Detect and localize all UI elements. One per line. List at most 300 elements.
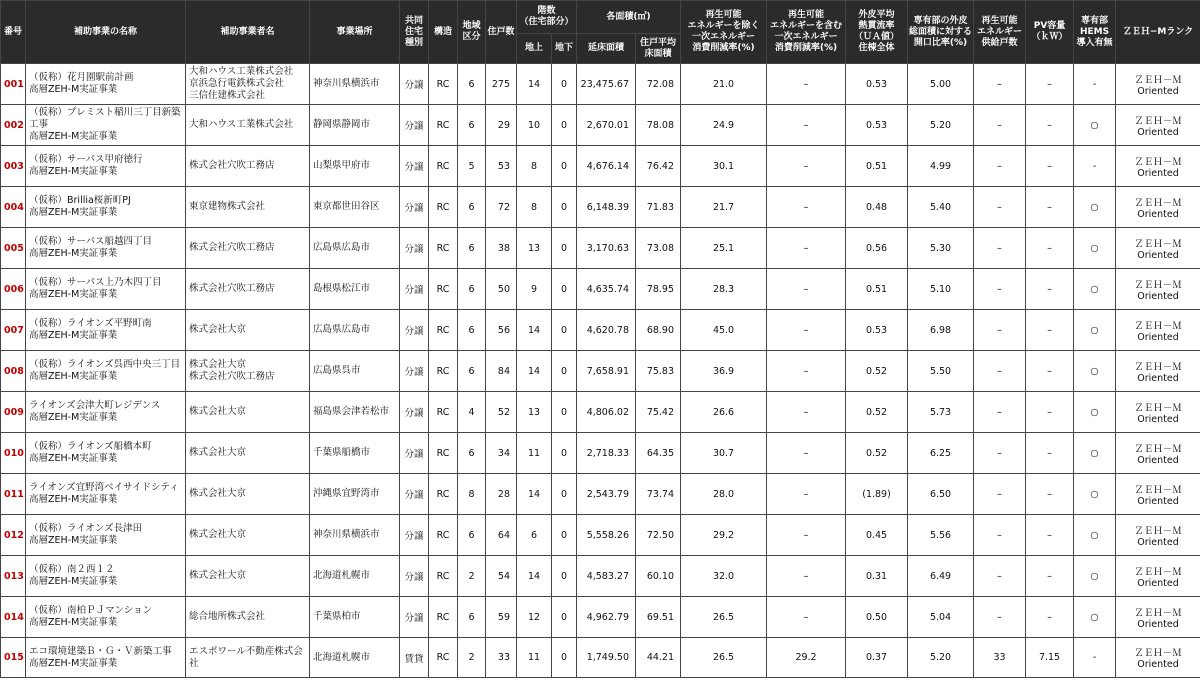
- cell-total-floor-area: 4,635.74: [577, 269, 636, 310]
- cell-floors-above: 8: [517, 187, 552, 228]
- cell-opening-ratio: 6.25: [908, 433, 974, 474]
- cell-opening-ratio: 4.99: [908, 146, 974, 187]
- cell-project-name: （仮称）プレミスト稲川三丁目新築工事 高層ZEH-M実証事業: [26, 105, 186, 146]
- cell-zeh-rank: ＺＥＨ－Ｍ Oriented: [1116, 433, 1200, 474]
- header-re-units: 再生可能 エネルギー 供給戸数: [974, 1, 1026, 64]
- cell-row-number: 011: [1, 474, 26, 515]
- cell-housing-type: 分譲: [400, 433, 429, 474]
- cell-reduction-excl: 45.0: [681, 310, 767, 351]
- cell-ua-value: 0.51: [846, 146, 908, 187]
- cell-floors-below: 0: [552, 187, 577, 228]
- table-row: [1, 515, 1200, 556]
- cell-total-floor-area: 7,658.91: [577, 351, 636, 392]
- cell-project-name: （仮称）南柏ＰＪマンション 高層ZEH-M実証事業: [26, 597, 186, 638]
- cell-project-location: 千葉県柏市: [310, 597, 400, 638]
- header-ua: 外皮平均 熱貫流率 （ＵＡ値） 住棟全体: [846, 1, 908, 64]
- cell-floors-above: 11: [517, 638, 552, 678]
- cell-avg-unit-area: 75.83: [636, 351, 681, 392]
- cell-unit-count: 64: [486, 515, 517, 556]
- cell-region-class: 8: [458, 474, 486, 515]
- cell-avg-unit-area: 60.10: [636, 556, 681, 597]
- cell-reduction-incl: –: [767, 474, 846, 515]
- cell-total-floor-area: 5,558.26: [577, 515, 636, 556]
- cell-pv-capacity: –: [1026, 310, 1074, 351]
- cell-hems-installed: ○: [1074, 269, 1116, 310]
- cell-re-supply-units: –: [974, 64, 1026, 105]
- cell-operator-name: 株式会社大京: [186, 556, 310, 597]
- table-row: [1, 64, 1200, 105]
- cell-re-supply-units: –: [974, 187, 1026, 228]
- cell-project-location: 千葉県船橋市: [310, 433, 400, 474]
- cell-unit-count: 28: [486, 474, 517, 515]
- cell-unit-count: 59: [486, 597, 517, 638]
- cell-pv-capacity: –: [1026, 556, 1074, 597]
- cell-structure-type: RC: [429, 228, 458, 269]
- cell-floors-above: 9: [517, 269, 552, 310]
- cell-project-name: ライオンズ会津大町レジデンス 高層ZEH-M実証事業: [26, 392, 186, 433]
- cell-housing-type: 分譲: [400, 515, 429, 556]
- cell-structure-type: RC: [429, 146, 458, 187]
- cell-hems-installed: -: [1074, 638, 1116, 678]
- cell-zeh-rank: ＺＥＨ－Ｍ Oriented: [1116, 228, 1200, 269]
- cell-total-floor-area: 2,670.01: [577, 105, 636, 146]
- cell-project-name: （仮称）南２西１２ 高層ZEH-M実証事業: [26, 556, 186, 597]
- cell-project-name: エコ環境建築Ｂ・Ｇ・Ｖ新築工事 高層ZEH-M実証事業: [26, 638, 186, 678]
- cell-structure-type: RC: [429, 310, 458, 351]
- cell-avg-unit-area: 73.74: [636, 474, 681, 515]
- header-floors-below: 地下: [552, 34, 577, 64]
- cell-total-floor-area: 2,718.33: [577, 433, 636, 474]
- cell-project-name: （仮称）ライオンズ船橋本町 高層ZEH-M実証事業: [26, 433, 186, 474]
- cell-re-supply-units: –: [974, 146, 1026, 187]
- header-structure: 構造: [429, 1, 458, 64]
- cell-pv-capacity: –: [1026, 433, 1074, 474]
- cell-project-name: （仮称）サーパス船越四丁目 高層ZEH-M実証事業: [26, 228, 186, 269]
- cell-hems-installed: ○: [1074, 597, 1116, 638]
- cell-floors-above: 6: [517, 515, 552, 556]
- cell-row-number: 007: [1, 310, 26, 351]
- cell-structure-type: RC: [429, 269, 458, 310]
- table-row: [1, 351, 1200, 392]
- cell-reduction-incl: –: [767, 433, 846, 474]
- cell-opening-ratio: 5.04: [908, 597, 974, 638]
- cell-ua-value: 0.56: [846, 228, 908, 269]
- table-row: [1, 228, 1200, 269]
- cell-floors-below: 0: [552, 433, 577, 474]
- header-reduction-excl: 再生可能 エネルギーを除く 一次エネルギー 消費削減率(%): [681, 1, 767, 64]
- cell-region-class: 6: [458, 228, 486, 269]
- cell-total-floor-area: 3,170.63: [577, 228, 636, 269]
- cell-unit-count: 56: [486, 310, 517, 351]
- cell-reduction-excl: 28.3: [681, 269, 767, 310]
- cell-project-name: （仮称）ライオンズ長津田 高層ZEH-M実証事業: [26, 515, 186, 556]
- cell-project-name: ライオンズ宜野湾ベイサイドシティ 高層ZEH-M実証事業: [26, 474, 186, 515]
- cell-operator-name: 株式会社大京: [186, 515, 310, 556]
- cell-zeh-rank: ＺＥＨ－Ｍ Oriented: [1116, 638, 1200, 678]
- cell-row-number: 006: [1, 269, 26, 310]
- cell-floors-above: 14: [517, 64, 552, 105]
- cell-region-class: 6: [458, 105, 486, 146]
- cell-housing-type: 分譲: [400, 228, 429, 269]
- cell-reduction-excl: 21.0: [681, 64, 767, 105]
- cell-floors-below: 0: [552, 515, 577, 556]
- cell-housing-type: 分譲: [400, 105, 429, 146]
- cell-operator-name: 大和ハウス工業株式会社 京浜急行電鉄株式会社 三信住建株式会社: [186, 64, 310, 105]
- cell-project-location: 静岡県静岡市: [310, 105, 400, 146]
- cell-reduction-incl: –: [767, 351, 846, 392]
- cell-region-class: 6: [458, 351, 486, 392]
- cell-avg-unit-area: 73.08: [636, 228, 681, 269]
- cell-avg-unit-area: 68.90: [636, 310, 681, 351]
- cell-unit-count: 38: [486, 228, 517, 269]
- cell-floors-below: 0: [552, 392, 577, 433]
- table-body: [1, 64, 1200, 678]
- cell-project-location: 東京都世田谷区: [310, 187, 400, 228]
- cell-unit-count: 53: [486, 146, 517, 187]
- cell-structure-type: RC: [429, 638, 458, 678]
- cell-housing-type: 分譲: [400, 556, 429, 597]
- cell-unit-count: 275: [486, 64, 517, 105]
- cell-row-number: 012: [1, 515, 26, 556]
- cell-reduction-excl: 30.7: [681, 433, 767, 474]
- cell-hems-installed: ○: [1074, 474, 1116, 515]
- cell-reduction-incl: –: [767, 105, 846, 146]
- table-row: [1, 310, 1200, 351]
- cell-operator-name: 総合地所株式会社: [186, 597, 310, 638]
- cell-pv-capacity: –: [1026, 64, 1074, 105]
- cell-pv-capacity: –: [1026, 269, 1074, 310]
- cell-housing-type: 分譲: [400, 351, 429, 392]
- cell-reduction-incl: –: [767, 556, 846, 597]
- header-area-total: 延床面積: [577, 34, 636, 64]
- cell-ua-value: 0.45: [846, 515, 908, 556]
- cell-hems-installed: ○: [1074, 515, 1116, 556]
- cell-row-number: 003: [1, 146, 26, 187]
- header-floors: 階数 （住宅部分）: [517, 1, 577, 34]
- cell-opening-ratio: 5.20: [908, 638, 974, 678]
- cell-row-number: 014: [1, 597, 26, 638]
- cell-ua-value: 0.37: [846, 638, 908, 678]
- cell-floors-above: 13: [517, 228, 552, 269]
- cell-re-supply-units: –: [974, 474, 1026, 515]
- cell-avg-unit-area: 64.35: [636, 433, 681, 474]
- cell-ua-value: 0.48: [846, 187, 908, 228]
- cell-floors-above: 11: [517, 433, 552, 474]
- cell-project-location: 広島県広島市: [310, 228, 400, 269]
- cell-reduction-excl: 26.5: [681, 638, 767, 678]
- cell-structure-type: RC: [429, 187, 458, 228]
- header-area-avg: 住戸平均 床面積: [636, 34, 681, 64]
- cell-project-name: （仮称）ライオンズ呉西中央三丁目 高層ZEH-M実証事業: [26, 351, 186, 392]
- table-row: [1, 597, 1200, 638]
- cell-re-supply-units: –: [974, 392, 1026, 433]
- cell-reduction-excl: 21.7: [681, 187, 767, 228]
- cell-ua-value: 0.52: [846, 433, 908, 474]
- cell-re-supply-units: –: [974, 556, 1026, 597]
- cell-hems-installed: -: [1074, 146, 1116, 187]
- cell-ua-value: 0.51: [846, 269, 908, 310]
- header-units: 住戸数: [486, 1, 517, 64]
- cell-zeh-rank: ＺＥＨ－Ｍ Oriented: [1116, 105, 1200, 146]
- cell-unit-count: 52: [486, 392, 517, 433]
- cell-opening-ratio: 5.30: [908, 228, 974, 269]
- cell-unit-count: 72: [486, 187, 517, 228]
- cell-region-class: 6: [458, 269, 486, 310]
- cell-floors-above: 10: [517, 105, 552, 146]
- cell-unit-count: 54: [486, 556, 517, 597]
- cell-reduction-incl: –: [767, 310, 846, 351]
- cell-region-class: 6: [458, 515, 486, 556]
- cell-total-floor-area: 23,475.67: [577, 64, 636, 105]
- cell-floors-above: 8: [517, 146, 552, 187]
- cell-ua-value: 0.53: [846, 310, 908, 351]
- cell-pv-capacity: 7.15: [1026, 638, 1074, 678]
- cell-opening-ratio: 5.10: [908, 269, 974, 310]
- cell-structure-type: RC: [429, 474, 458, 515]
- cell-total-floor-area: 1,749.50: [577, 638, 636, 678]
- cell-reduction-incl: –: [767, 146, 846, 187]
- cell-opening-ratio: 5.56: [908, 515, 974, 556]
- header-rank: ＺＥＨ−Mランク: [1116, 1, 1200, 64]
- header-kind: 共同 住宅 種別: [400, 1, 429, 64]
- cell-structure-type: RC: [429, 515, 458, 556]
- cell-reduction-excl: 26.5: [681, 597, 767, 638]
- cell-reduction-incl: –: [767, 269, 846, 310]
- cell-reduction-excl: 26.6: [681, 392, 767, 433]
- cell-row-number: 008: [1, 351, 26, 392]
- cell-reduction-excl: 24.9: [681, 105, 767, 146]
- cell-unit-count: 34: [486, 433, 517, 474]
- cell-project-name: （仮称）Brillia桜新町PJ 高層ZEH-M実証事業: [26, 187, 186, 228]
- cell-row-number: 001: [1, 64, 26, 105]
- cell-floors-above: 12: [517, 597, 552, 638]
- cell-row-number: 005: [1, 228, 26, 269]
- cell-floors-below: 0: [552, 64, 577, 105]
- cell-housing-type: 分譲: [400, 187, 429, 228]
- header-location: 事業場所: [310, 1, 400, 64]
- cell-region-class: 6: [458, 597, 486, 638]
- cell-zeh-rank: ＺＥＨ－Ｍ Oriented: [1116, 515, 1200, 556]
- cell-row-number: 010: [1, 433, 26, 474]
- cell-operator-name: 株式会社大京: [186, 310, 310, 351]
- cell-operator-name: 株式会社穴吹工務店: [186, 146, 310, 187]
- cell-reduction-excl: 29.2: [681, 515, 767, 556]
- cell-avg-unit-area: 71.83: [636, 187, 681, 228]
- cell-project-location: 広島県広島市: [310, 310, 400, 351]
- cell-re-supply-units: –: [974, 351, 1026, 392]
- cell-pv-capacity: –: [1026, 474, 1074, 515]
- cell-region-class: 6: [458, 187, 486, 228]
- cell-ua-value: 0.50: [846, 597, 908, 638]
- cell-operator-name: エスポワール不動産株式会社: [186, 638, 310, 678]
- cell-zeh-rank: ＺＥＨ－Ｍ Oriented: [1116, 64, 1200, 105]
- header-row-top: [1, 1, 1200, 34]
- cell-unit-count: 33: [486, 638, 517, 678]
- cell-reduction-incl: –: [767, 597, 846, 638]
- cell-floors-below: 0: [552, 638, 577, 678]
- cell-region-class: 2: [458, 556, 486, 597]
- cell-project-name: （仮称）サーパス甲府徳行 高層ZEH-M実証事業: [26, 146, 186, 187]
- cell-structure-type: RC: [429, 556, 458, 597]
- cell-operator-name: 大和ハウス工業株式会社: [186, 105, 310, 146]
- cell-opening-ratio: 6.98: [908, 310, 974, 351]
- cell-floors-above: 13: [517, 392, 552, 433]
- cell-reduction-incl: –: [767, 392, 846, 433]
- cell-project-location: 神奈川県横浜市: [310, 64, 400, 105]
- cell-avg-unit-area: 76.42: [636, 146, 681, 187]
- cell-zeh-rank: ＺＥＨ－Ｍ Oriented: [1116, 597, 1200, 638]
- cell-pv-capacity: –: [1026, 146, 1074, 187]
- cell-project-name: （仮称）サーパス上乃木四丁目 高層ZEH-M実証事業: [26, 269, 186, 310]
- table-row: [1, 187, 1200, 228]
- cell-floors-below: 0: [552, 474, 577, 515]
- cell-floors-below: 0: [552, 351, 577, 392]
- cell-opening-ratio: 5.73: [908, 392, 974, 433]
- cell-re-supply-units: –: [974, 597, 1026, 638]
- cell-structure-type: RC: [429, 351, 458, 392]
- table-row: [1, 105, 1200, 146]
- cell-row-number: 002: [1, 105, 26, 146]
- cell-floors-below: 0: [552, 146, 577, 187]
- cell-zeh-rank: ＺＥＨ－Ｍ Oriented: [1116, 556, 1200, 597]
- cell-operator-name: 株式会社穴吹工務店: [186, 269, 310, 310]
- cell-opening-ratio: 6.50: [908, 474, 974, 515]
- cell-region-class: 6: [458, 310, 486, 351]
- header-floors-above: 地上: [517, 34, 552, 64]
- cell-region-class: 6: [458, 433, 486, 474]
- cell-hems-installed: ○: [1074, 310, 1116, 351]
- cell-housing-type: 分譲: [400, 310, 429, 351]
- header-reduction-incl: 再生可能 エネルギーを含む 一次エネルギー 消費削減率(%): [767, 1, 846, 64]
- cell-region-class: 6: [458, 64, 486, 105]
- cell-housing-type: 分譲: [400, 146, 429, 187]
- cell-reduction-excl: 36.9: [681, 351, 767, 392]
- cell-ua-value: (1.89): [846, 474, 908, 515]
- cell-unit-count: 29: [486, 105, 517, 146]
- cell-project-location: 北海道札幌市: [310, 638, 400, 678]
- cell-total-floor-area: 4,806.02: [577, 392, 636, 433]
- cell-project-location: 福島県会津若松市: [310, 392, 400, 433]
- cell-operator-name: 株式会社大京: [186, 433, 310, 474]
- cell-ua-value: 0.31: [846, 556, 908, 597]
- cell-floors-below: 0: [552, 310, 577, 351]
- cell-total-floor-area: 4,962.79: [577, 597, 636, 638]
- table-row: [1, 392, 1200, 433]
- cell-housing-type: 賃貸: [400, 638, 429, 678]
- cell-project-location: 島根県松江市: [310, 269, 400, 310]
- cell-hems-installed: ○: [1074, 351, 1116, 392]
- table-row: [1, 556, 1200, 597]
- cell-operator-name: 株式会社大京: [186, 474, 310, 515]
- cell-total-floor-area: 2,543.79: [577, 474, 636, 515]
- header-opening: 専有部の外皮 総面積に対する 開口比率(%): [908, 1, 974, 64]
- cell-operator-name: 株式会社大京: [186, 392, 310, 433]
- cell-avg-unit-area: 69.51: [636, 597, 681, 638]
- cell-hems-installed: ○: [1074, 556, 1116, 597]
- cell-floors-below: 0: [552, 105, 577, 146]
- cell-region-class: 5: [458, 146, 486, 187]
- cell-hems-installed: ○: [1074, 433, 1116, 474]
- cell-avg-unit-area: 78.08: [636, 105, 681, 146]
- cell-structure-type: RC: [429, 433, 458, 474]
- cell-zeh-rank: ＺＥＨ－Ｍ Oriented: [1116, 146, 1200, 187]
- cell-hems-installed: ○: [1074, 228, 1116, 269]
- cell-reduction-incl: 29.2: [767, 638, 846, 678]
- cell-total-floor-area: 4,620.78: [577, 310, 636, 351]
- cell-project-location: 神奈川県横浜市: [310, 515, 400, 556]
- cell-zeh-rank: ＺＥＨ－Ｍ Oriented: [1116, 310, 1200, 351]
- cell-row-number: 015: [1, 638, 26, 678]
- cell-project-location: 広島県呉市: [310, 351, 400, 392]
- cell-operator-name: 株式会社穴吹工務店: [186, 228, 310, 269]
- cell-avg-unit-area: 72.08: [636, 64, 681, 105]
- cell-project-location: 沖縄県宜野湾市: [310, 474, 400, 515]
- table-row: [1, 269, 1200, 310]
- cell-reduction-excl: 32.0: [681, 556, 767, 597]
- cell-reduction-incl: –: [767, 64, 846, 105]
- cell-re-supply-units: –: [974, 228, 1026, 269]
- cell-floors-below: 0: [552, 228, 577, 269]
- cell-region-class: 2: [458, 638, 486, 678]
- cell-zeh-rank: ＺＥＨ－Ｍ Oriented: [1116, 392, 1200, 433]
- cell-pv-capacity: –: [1026, 228, 1074, 269]
- cell-floors-above: 14: [517, 351, 552, 392]
- cell-zeh-rank: ＺＥＨ－Ｍ Oriented: [1116, 351, 1200, 392]
- cell-opening-ratio: 5.40: [908, 187, 974, 228]
- cell-reduction-excl: 25.1: [681, 228, 767, 269]
- header-area: 各面積(㎡): [577, 1, 681, 34]
- cell-structure-type: RC: [429, 105, 458, 146]
- header-name: 補助事業の名称: [26, 1, 186, 64]
- cell-re-supply-units: –: [974, 105, 1026, 146]
- cell-region-class: 4: [458, 392, 486, 433]
- cell-ua-value: 0.52: [846, 351, 908, 392]
- cell-floors-below: 0: [552, 269, 577, 310]
- cell-project-name: （仮称）ライオンズ平野町南 高層ZEH-M実証事業: [26, 310, 186, 351]
- header-operator: 補助事業者名: [186, 1, 310, 64]
- cell-pv-capacity: –: [1026, 515, 1074, 556]
- cell-row-number: 009: [1, 392, 26, 433]
- cell-total-floor-area: 6,148.39: [577, 187, 636, 228]
- cell-row-number: 013: [1, 556, 26, 597]
- cell-avg-unit-area: 44.21: [636, 638, 681, 678]
- cell-reduction-incl: –: [767, 228, 846, 269]
- header-pv: PV容量 （ｋＷ）: [1026, 1, 1074, 64]
- cell-operator-name: 東京建物株式会社: [186, 187, 310, 228]
- cell-pv-capacity: –: [1026, 597, 1074, 638]
- cell-zeh-rank: ＺＥＨ－Ｍ Oriented: [1116, 474, 1200, 515]
- cell-pv-capacity: –: [1026, 187, 1074, 228]
- cell-pv-capacity: –: [1026, 392, 1074, 433]
- cell-hems-installed: ○: [1074, 187, 1116, 228]
- cell-ua-value: 0.53: [846, 105, 908, 146]
- cell-ua-value: 0.53: [846, 64, 908, 105]
- table-row: [1, 638, 1200, 678]
- cell-avg-unit-area: 72.50: [636, 515, 681, 556]
- cell-reduction-incl: –: [767, 515, 846, 556]
- cell-row-number: 004: [1, 187, 26, 228]
- cell-hems-installed: ○: [1074, 392, 1116, 433]
- cell-opening-ratio: 6.49: [908, 556, 974, 597]
- table-row: [1, 146, 1200, 187]
- table-row: [1, 474, 1200, 515]
- header-hems: 専有部 HEMS 導入有無: [1074, 1, 1116, 64]
- cell-total-floor-area: 4,583.27: [577, 556, 636, 597]
- cell-housing-type: 分譲: [400, 597, 429, 638]
- cell-opening-ratio: 5.20: [908, 105, 974, 146]
- cell-avg-unit-area: 78.95: [636, 269, 681, 310]
- cell-project-location: 山梨県甲府市: [310, 146, 400, 187]
